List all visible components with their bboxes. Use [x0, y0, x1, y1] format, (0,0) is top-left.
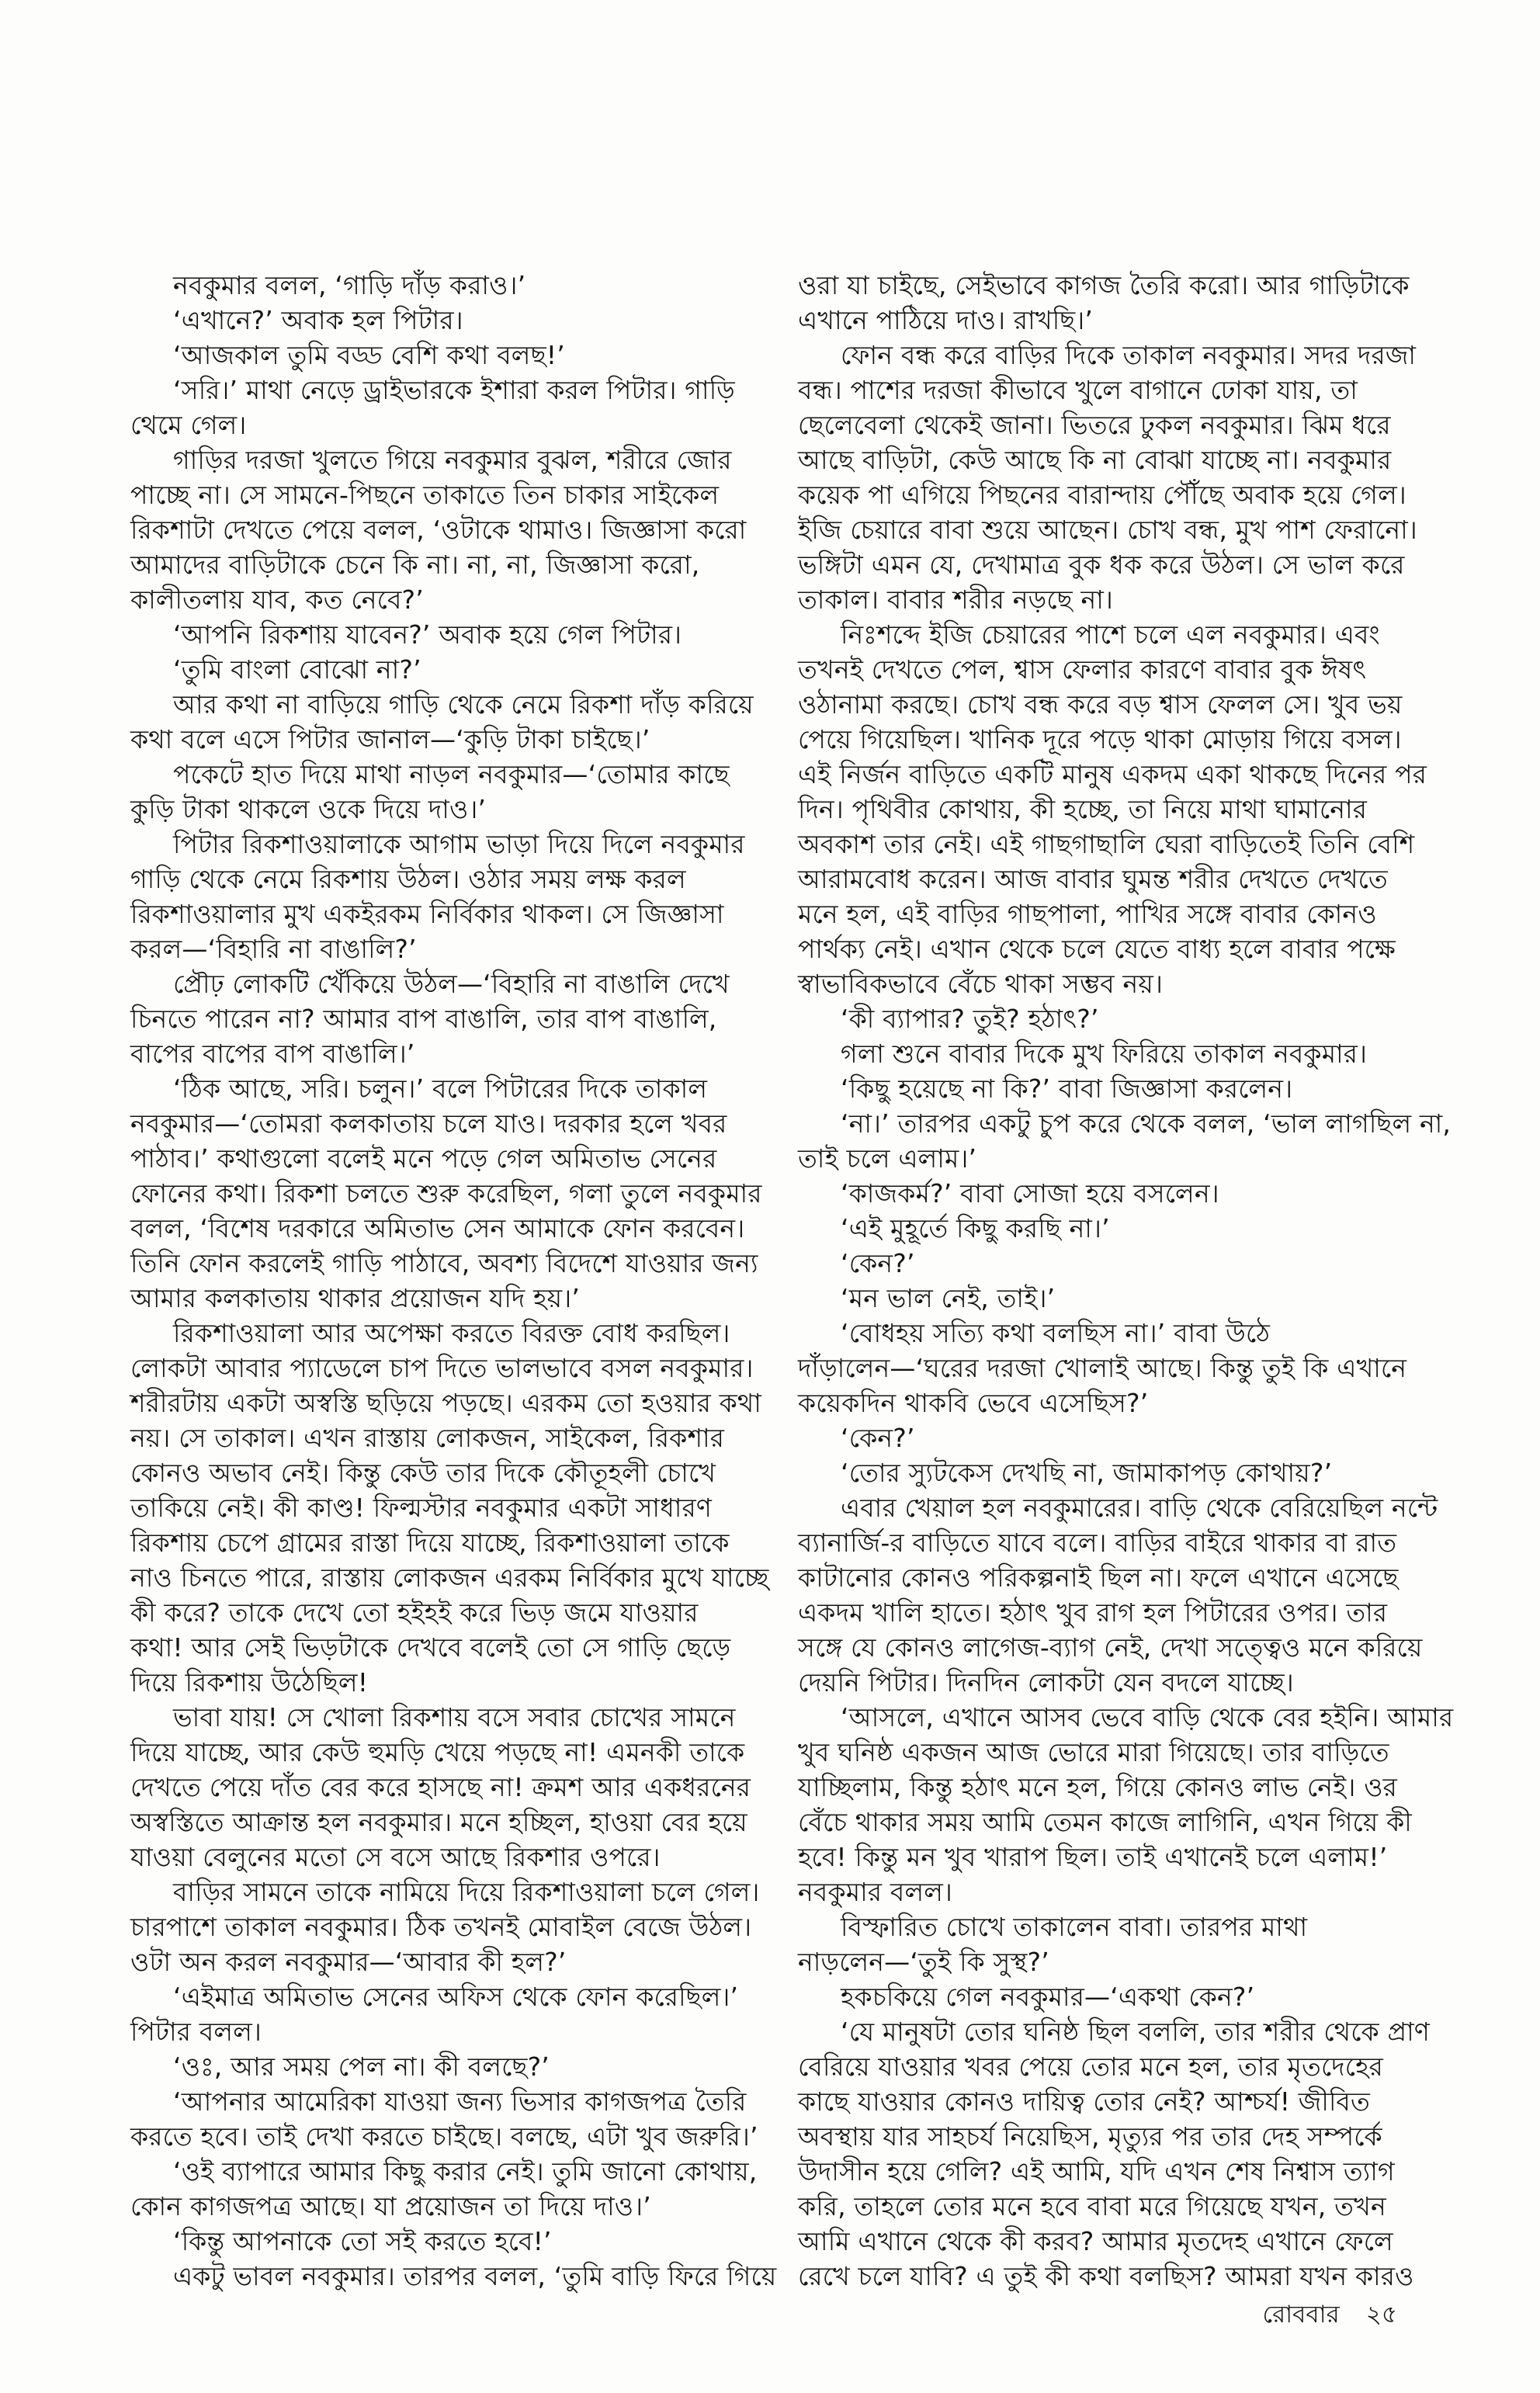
text-line: ফোন বন্ধ করে বাড়ির দিকে তাকাল নবকুমার। সদর দরজা — [841, 340, 1417, 370]
text-line: নবকুমার বলল। — [798, 1877, 953, 1907]
text-line: গাড়ি থেকে নেমে রিকশায় উঠল। ওঠার সময় লক্ষ করল — [130, 864, 686, 894]
text-line: রিকশাওয়ালার মুখ একইরকম নির্বিকার থাকল। সে জিজ্ঞাসা — [130, 899, 724, 929]
text-line: দিয়ে যাচ্ছে, আর কেউ হুমড়ি খেয়ে পড়ছে না! এমনকী তাকে — [130, 1737, 745, 1767]
magazine-name: রোববার — [1262, 2301, 1340, 2329]
text-line: নয়। সে তাকাল। এখন রাস্তায় লোকজন, সাইকেল, রিকশার — [130, 1423, 725, 1453]
text-line: কুড়ি টাকা থাকলে ওকে দিয়ে দাও।’ — [130, 794, 487, 824]
text-line: তাকাল। বাবার শরীর নড়ছে না। — [798, 584, 1114, 615]
text-line: ‘কী ব্যাপার? তুই? হঠাৎ?’ — [841, 1004, 1099, 1034]
text-line: তিনি ফোন করলেই গাড়ি পাঠাবে, অবশ্য বিদেশে যাওয়ার জন্য — [130, 1248, 758, 1278]
text-line: পিটার রিকশাওয়ালাকে আগাম ভাড়া দিয়ে দিলে নবকুমার — [173, 829, 745, 859]
text-line: লোকটা আবার প্যাডেলে চাপ দিতে ভালভাবে বসল নবকুমার। — [130, 1353, 754, 1383]
text-line: কোন কাগজপত্র আছে। যা প্রয়োজন তা দিয়ে দাও।’ — [130, 2191, 651, 2221]
text-line: শরীরটায় একটা অস্বস্তি ছড়িয়ে পড়ছে। এরকম তো হওয়ার কথা — [130, 1388, 762, 1418]
text-line: হকচকিয়ে গেল নবকুমার—‘একথা কেন?’ — [841, 1982, 1255, 2012]
text-line: কয়েক পা এগিয়ে পিছনের বারান্দায় পৌঁছে অবাক হয়ে গেল। — [798, 480, 1406, 510]
text-line: ইজি চেয়ারে বাবা শুয়ে আছেন। চোখ বন্ধ, মুখ পাশ ফেরানো। — [798, 515, 1417, 545]
text-line: দিয়ে রিকশায় উঠেছিল! — [130, 1667, 369, 1698]
text-line: ‘বোধহয় সত্যি কথা বলছিস না।’ বাবা উঠে — [841, 1318, 1271, 1348]
page-number: ২৫ — [1365, 2301, 1397, 2329]
text-line: তাই চলে এলাম।’ — [798, 1143, 977, 1174]
text-line: একটু ভাবল নবকুমার। তারপর বলল, ‘তুমি বাড়ি ফিরে গিয়ে — [173, 2261, 777, 2291]
text-line: ফোনের কথা। রিকশা চলতে শুরু করেছিল, গলা তুলে নবকুমার — [130, 1178, 762, 1209]
left-column — [130, 268, 777, 2294]
text-line: আমার কলকাতায় থাকার প্রয়োজন যদি হয়।’ — [130, 1283, 581, 1313]
text-line: ব্যানার্জি-র বাড়িতে যাবে বলে। বাড়ির বাইরে থাকার বা রাত — [798, 1528, 1397, 1558]
text-line: এবার খেয়াল হল নবকুমারের। বাড়ি থেকে বেরিয়েছিল নন্টে — [841, 1493, 1438, 1523]
text-line: দেয়নি পিটার। দিনদিন লোকটা যেন বদলে যাচ্ছে। — [798, 1667, 1294, 1698]
text-line: অবকাশ তার নেই। এই গাছগাছালি ঘেরা বাড়িতেই তিনি বেশি — [798, 829, 1415, 859]
text-line: কথা বলে এসে পিটার জানাল—‘কুড়ি টাকা চাইছে।’ — [130, 724, 650, 754]
text-line: কালীতলায় যাব, কত নেবে?’ — [130, 584, 424, 615]
text-line: ‘আপনি রিকশায় যাবেন?’ অবাক হয়ে গেল পিটার। — [173, 619, 682, 650]
text-line: প্রৌঢ় লোকটি খেঁকিয়ে উঠল—‘বিহারি না বাঙালি দেখে — [173, 969, 730, 999]
text-line: অবস্থায় যার সাহচর্য নিয়েছিস, মৃত্যুর পর তার দেহ সম্পর্কে — [798, 2121, 1382, 2152]
text-line: আরামবোধ করেন। আজ বাবার ঘুমন্ত শরীর দেখতে দেখতে — [798, 864, 1388, 894]
right-column — [798, 268, 1472, 2294]
text-line: ‘কিন্তু আপনাকে তো সই করতে হবে!’ — [173, 2226, 552, 2256]
text-line: ‘আসলে, এখানে আসব ভেবে বাড়ি থেকে বের হইনি। আমার — [841, 1702, 1454, 1732]
text-line: বাড়ির সামনে তাকে নামিয়ে দিয়ে রিকশাওয়ালা চলে গেল। — [173, 1877, 760, 1907]
text-line: করল—‘বিহারি না বাঙালি?’ — [130, 934, 417, 964]
text-line: ‘এখানে?’ অবাক হল পিটার। — [173, 305, 463, 335]
text-line: ‘কাজকর্ম?’ বাবা সোজা হয়ে বসলেন। — [841, 1178, 1219, 1209]
text-line: ‘কেন?’ — [841, 1248, 915, 1278]
text-line: ওরা যা চাইছে, সেইভাবে কাগজ তৈরি করো। আর গাড়িটাকে — [798, 270, 1410, 300]
text-line: পার্থক্য নেই। এখান থেকে চলে যেতে বাধ্য হলে বাবার পক্ষে — [798, 934, 1396, 964]
text-line: দিন। পৃথিবীর কোথায়, কী হচ্ছে, তা নিয়ে মাথা ঘামানোর — [798, 794, 1368, 824]
text-line: তখনই দেখতে পেল, শ্বাস ফেলার কারণে বাবার বুক ঈষৎ — [798, 654, 1367, 685]
text-line: ‘ওঃ, আর সময় পেল না। কী বলছে?’ — [173, 2051, 550, 2082]
text-line: ‘ওই ব্যাপারে আমার কিছু করার নেই। তুমি জানো কোথায়, — [173, 2156, 758, 2187]
text-line: পিটার বলল। — [130, 2017, 262, 2047]
text-line: নবকুমার বলল, ‘গাড়ি দাঁড় করাও।’ — [173, 270, 526, 300]
text-line: ‘তুমি বাংলা বোঝো না?’ — [173, 654, 421, 685]
text-line: দেখতে পেয়ে দাঁত বের করে হাসছে না! ক্রমশ আর একধরনের — [130, 1772, 751, 1802]
text-line: চিনতে পারেন না? আমার বাপ বাঙালি, তার বাপ বাঙালি, — [130, 1004, 717, 1034]
text-line: ওটা অন করল নবকুমার—‘আবার কী হল?’ — [130, 1947, 567, 1977]
text-line: কোনও অভাব নেই। কিন্তু কেউ তার দিকে কৌতূহলী চোখে — [130, 1458, 716, 1488]
text-line: ওঠানামা করছে। চোখ বন্ধ করে বড় শ্বাস ফেলল সে। খুব ভয় — [798, 689, 1403, 720]
text-line: পেয়ে গিয়েছিল। খানিক দূরে পড়ে থাকা মোড়ায় গিয়ে বসল। — [798, 724, 1402, 754]
text-line: কয়েকদিন থাকবি ভেবে এসেছিস?’ — [798, 1388, 1149, 1418]
text-line: একদম খালি হাতে। হঠাৎ খুব রাগ হল পিটারের ওপর। তার — [798, 1597, 1388, 1628]
text-line: স্বাভাবিকভাবে বেঁচে থাকা সম্ভব নয়। — [798, 969, 1164, 999]
text-line: বন্ধ। পাশের দরজা কীভাবে খুলে বাগানে ঢোকা যায়, তা — [798, 375, 1358, 405]
text-line: গাড়ির দরজা খুলতে গিয়ে নবকুমার বুঝল, শরীরে জোর — [173, 445, 732, 475]
text-line: আছে বাড়িটা, কেউ আছে কি না বোঝা যাচ্ছে না। নবকুমার — [798, 445, 1392, 475]
text-line: উদাসীন হয়ে গেলি? এই আমি, যদি এখন শেষ নিশ্বাস ত্যাগ — [798, 2156, 1395, 2187]
text-line: গলা শুনে বাবার দিকে মুখ ফিরিয়ে তাকাল নবকুমার। — [841, 1039, 1368, 1069]
text-line: কী করে? তাকে দেখে তো হইহই করে ভিড় জমে যাওয়ার — [130, 1597, 699, 1628]
text-line: মনে হল, এই বাড়ির গাছপালা, পাখির সঙ্গে বাবার কোনও — [798, 899, 1377, 929]
text-line: এই নির্জন বাড়িতে একটি মানুষ একদম একা থাকছে দিনের পর — [798, 759, 1427, 789]
text-line: ‘তোর স্যুটকেস দেখছি না, জামাকাপড় কোথায়?’ — [841, 1458, 1333, 1488]
text-line: খুব ঘনিষ্ঠ একজন আজ ভোরে মারা গিয়েছে। তার বাড়িতে — [798, 1737, 1389, 1767]
text-line: যাচ্ছিলাম, কিন্তু হঠাৎ মনে হল, গিয়ে কোনও লাভ নেই। ওর — [798, 1772, 1398, 1802]
text-line: বলল, ‘বিশেষ দরকারে অমিতাভ সেন আমাকে ফোন করবেন। — [130, 1213, 745, 1243]
text-line: বেঁচে থাকার সময় আমি তেমন কাজে লাগিনি, এখন গিয়ে কী — [798, 1807, 1412, 1837]
page-footer — [798, 2299, 1397, 2330]
text-line: ভঙ্গিটা এমন যে, দেখামাত্র বুক ধক করে উঠল। সে ভাল করে — [798, 550, 1405, 580]
text-line: আর কথা না বাড়িয়ে গাড়ি থেকে নেমে রিকশা দাঁড় করিয়ে — [173, 689, 754, 720]
text-line: বিস্ফারিত চোখে তাকালেন বাবা। তারপর মাথা — [841, 1912, 1308, 1942]
text-line: কথা! আর সেই ভিড়টাকে দেখবে বলেই তো সে গাড়ি ছেড়ে — [130, 1632, 731, 1663]
text-line: আমাদের বাড়িটাকে চেনে কি না। না, না, জিজ্ঞাসা করো, — [130, 550, 700, 580]
text-line: নিঃশব্দে ইজি চেয়ারের পাশে চলে এল নবকুমার। এবং — [841, 619, 1380, 650]
text-line: ‘আপনার আমেরিকা যাওয়া জন্য ভিসার কাগজপত্র তৈরি — [173, 2086, 747, 2117]
text-line: ছেলেবেলা থেকেই জানা। ভিতরে ঢুকল নবকুমার। ঝিম ধরে — [798, 410, 1391, 440]
text-line: দাঁড়ালেন—‘ঘরের দরজা খোলাই আছে। কিন্তু তুই কি এখানে — [798, 1353, 1407, 1383]
text-line: বাপের বাপের বাপ বাঙালি।’ — [130, 1039, 415, 1069]
text-line: ‘যে মানুষটা তোর ঘনিষ্ঠ ছিল বললি, তার শরীর থেকে প্রাণ — [841, 2017, 1431, 2047]
text-line: ভাবা যায়! সে খোলা রিকশায় বসে সবার চোখের সামনে — [173, 1702, 736, 1732]
text-line: রিকশাটা দেখতে পেয়ে বলল, ‘ওটাকে থামাও। জিজ্ঞাসা করো — [130, 515, 747, 545]
text-line: নবকুমার—‘তোমরা কলকাতায় চলে যাও। দরকার হলে খবর — [130, 1108, 727, 1139]
text-line: পাচ্ছে না। সে সামনে-পিছনে তাকাতে তিন চাকার সাইকেল — [130, 480, 720, 510]
text-line: বেরিয়ে যাওয়ার খবর পেয়ে তোর মনে হল, তার মৃতদেহের — [798, 2051, 1383, 2082]
text-line: করি, তাহলে তোর মনে হবে বাবা মরে গিয়েছে যখন, তখন — [798, 2191, 1386, 2221]
text-line: পাঠাব।’ কথাগুলো বলেই মনে পড়ে গেল অমিতাভ সেনের — [130, 1143, 717, 1174]
text-line: ‘কেন?’ — [841, 1423, 915, 1453]
text-line: অস্বস্তিতে আক্রান্ত হল নবকুমার। মনে হচ্ছিল, হাওয়া বের হয়ে — [130, 1807, 747, 1837]
text-line: সঙ্গে যে কোনও লাগেজ-ব্যাগ নেই, দেখা সত্ত্বেও মনে করিয়ে — [798, 1632, 1423, 1663]
text-line: নাড়লেন—‘তুই কি সুস্থ?’ — [798, 1947, 1049, 1977]
text-line: চারপাশে তাকাল নবকুমার। ঠিক তখনই মোবাইল বেজে উঠল। — [130, 1912, 752, 1942]
text-line: ‘সরি।’ মাথা নেড়ে ড্রাইভারকে ইশারা করল পিটার। গাড়ি — [173, 375, 735, 405]
text-line: ‘এই মুহূর্তে কিছু করছি না।’ — [841, 1213, 1110, 1243]
text-line: পকেটে হাত দিয়ে মাথা নাড়ল নবকুমার—‘তোমার কাছে — [173, 759, 730, 789]
text-line: রিকশাওয়ালা আর অপেক্ষা করতে বিরক্ত বোধ করছিল। — [173, 1318, 730, 1348]
text-line: কাছে যাওয়ার কোনও দায়িত্ব তোর নেই? আশ্চর্য! জীবিত — [798, 2086, 1370, 2117]
text-line: ‘মন ভাল নেই, তাই।’ — [841, 1283, 1056, 1313]
text-line: রিকশায় চেপে গ্রামের রাস্তা দিয়ে যাচ্ছে, রিকশাওয়ালা তাকে — [130, 1528, 730, 1558]
text-line: ‘এইমাত্র অমিতাভ সেনের অফিস থেকে ফোন করেছিল।’ — [173, 1982, 739, 2012]
text-line: হবে! কিন্তু মন খুব খারাপ ছিল। তাই এখানেই চলে এলাম!’ — [798, 1842, 1388, 1872]
text-line: যাওয়া বেলুনের মতো সে বসে আছে রিকশার ওপরে। — [130, 1842, 661, 1872]
text-line: নাও চিনতে পারে, রাস্তায় লোকজন এরকম নির্বিকার মুখে যাচ্ছে — [130, 1562, 769, 1593]
text-line: এখানে পাঠিয়ে দাও। রাখছি।’ — [798, 305, 1094, 335]
text-line: আমি এখানে থেকে কী করব? আমার মৃতদেহ এখানে ফেলে — [798, 2226, 1393, 2256]
text-line: ‘কিছু হয়েছে না কি?’ বাবা জিজ্ঞাসা করলেন। — [841, 1073, 1293, 1104]
text-line: থেমে গেল। — [130, 410, 247, 440]
text-line: করতে হবে। তাই দেখা করতে চাইছে। বলছে, এটা খুব জরুরি।’ — [130, 2121, 758, 2152]
text-line: তাকিয়ে নেই। কী কাণ্ড! ফিল্মস্টার নবকুমার একটা সাধারণ — [130, 1493, 712, 1523]
text-line: ‘না।’ তারপর একটু চুপ করে থেকে বলল, ‘ভাল লাগছিল না, — [841, 1108, 1452, 1139]
text-line: কাটানোর কোনও পরিকল্পনাই ছিল না। ফলে এখানে এসেছে — [798, 1562, 1399, 1593]
text-line: রেখে চলে যাবি? এ তুই কী কথা বলছিস? আমরা যখন কারও — [798, 2261, 1414, 2291]
text-line: ‘আজকাল তুমি বড্ড বেশি কথা বলছ!’ — [173, 340, 565, 370]
text-line: ‘ঠিক আছে, সরি। চলুন।’ বলে পিটারের দিকে তাকাল — [173, 1073, 708, 1104]
